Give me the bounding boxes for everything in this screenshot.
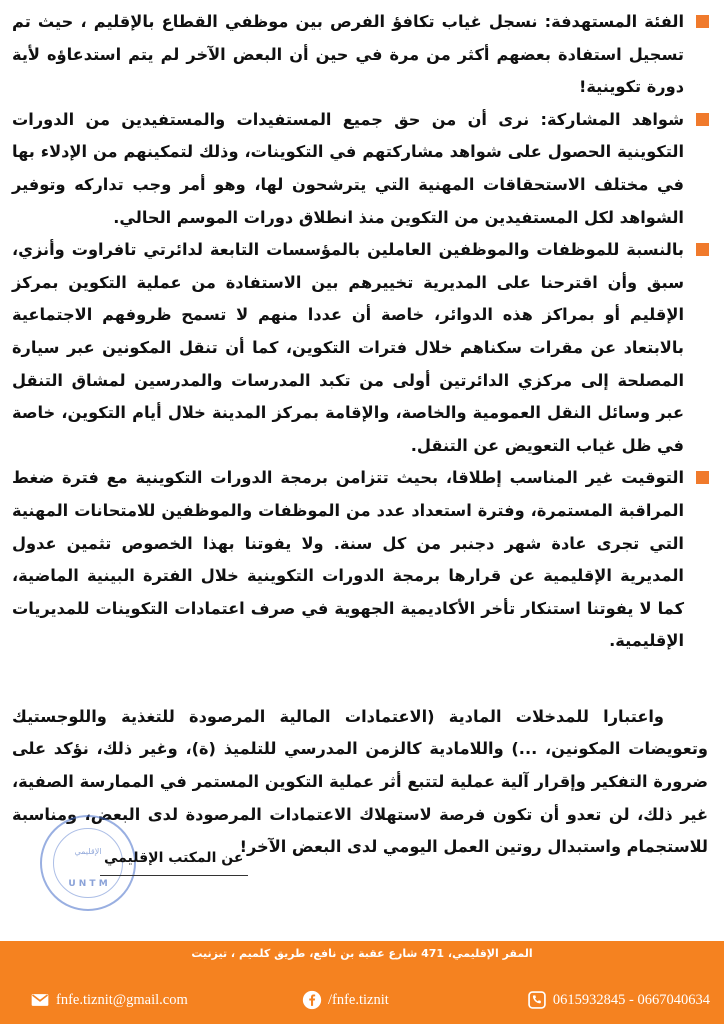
bullet-item [12,234,712,462]
closing-paragraph-text: واعتبارا للمدخلات المادية (الاعتمادات المالية المرصودة للتغذية واللوجستيك وتعويضات المكونين، ...) واللامادية كالزمن المدرسي للتلميذ (ة)، وغير ذلك، نؤكد على ضرورة التفكير وإقرار آلية عملية لتتبع أثر عملية التكوين المستمر في الممارسة الصفية، غير ذلك، لن تعدو أن تكون فرصة لاستهلاك الاعتمادات المرصودة لدى البعض، ومناسبة للاستجمام واستبدال روتين العمل اليومي لدى البعض الآخر! [12,706,708,857]
footer-address: المقر الإقليمي، 471 شارع عقبة بن نافع، طريق كلميم ، تيزنيت [191,947,533,960]
footer-email[interactable] [30,990,188,1010]
document-body [12,6,712,864]
footer-phone[interactable] [527,990,710,1010]
bullet-item [12,6,712,104]
bullet-text: التوقيت غير المناسب إطلاقا، بحيث تتزامن برمجة الدورات التكوينية مع فترة ضغط المراقبة المستمرة، وفترة استعداد عدد من الموظفات والموظفين للامتحانات المهنية التي تجرى عادة شهر دجنبر من كل سنة. ولا يفوتنا بهذا الخصوص تثمين عدول المديرية الإقليمية عن قرارها برمجة الدورات التكوينية خلال الفترة البينية الماضية، كما لا يفوتنا استنكار تأخر الأكاديمية الجهوية في صرف اعتمادات التكوينات للمديريات الإقليمية. [12,468,684,651]
footer-facebook[interactable] [302,990,389,1010]
footer-email-text: fnfe.tiznit@gmail.com [56,991,188,1008]
phone-icon [527,990,547,1010]
bullet-text: الفئة المستهدفة: نسجل غياب تكافؤ الفرص بين موظفي القطاع بالإقليم ، حيث تم تسجيل استفادة بعضهم أكثر من مرة في حين أن البعض الآخر لم يتم استدعاؤه لأية دورة تكوينية! [12,12,684,97]
bullet-square-icon [696,243,709,256]
facebook-icon [302,990,322,1010]
signature-label: عن المكتب الإقليمي [104,850,244,866]
bullet-item [12,462,712,658]
bullet-square-icon [696,471,709,484]
footer-contacts [0,990,724,1016]
bullet-square-icon [696,15,709,28]
stamp-center-text: الإقليمي [74,847,102,856]
stamp-label: U N T M [68,879,108,889]
bullet-text: بالنسبة للموظفات والموظفين العاملين بالمؤسسات التابعة لدائرتي تافراوت وأنزي، سبق وأن اقترحنا على المديرية تخييرهم بين الاستفادة من عملية التكوين بمركز الإقليم أو بمراكز هذه الدوائر، خاصة أن عددا منهم لا تسمح ظروفهم الاجتماعية بالابتعاد عن مقرات سكناهم خلال فترات التكوين، كما أن تنقل المكونين عبر سيارة المصلحة إلى مركزي الدائرتين أولى من تكبد المدرسات والمدرسين لمشاق التنقل عبر وسائل النقل العمومية والخاصة، والإقامة بمركز المدينة خلال أيام التكوين، خاصة في ظل غياب التعويض عن التنقل. [12,240,684,455]
footer-phone-text: 0615932845 - 0667040634 [552,991,710,1008]
signature-underline [100,875,248,876]
footer-facebook-text: /fnfe.tiznit [328,991,389,1008]
envelope-icon [30,990,50,1010]
bullet-text: شواهد المشاركة: نرى أن من حق جميع المستفيدات والمستفيدين من الدورات التكوينية الحصول على شواهد مشاركتهم في التكوينات، وذلك لتمكينهم من الإدلاء بها في مختلف الاستحقاقات المهنية التي يترشحون لها، وهو أمر وجب تداركه وتوفير الشواهد لكل المستفيدين من التكوين منذ انطلاق دورات الموسم الحالي. [12,109,684,227]
footer-bar [0,941,724,1024]
bullet-item [12,104,712,234]
bullet-square-icon [696,113,709,126]
